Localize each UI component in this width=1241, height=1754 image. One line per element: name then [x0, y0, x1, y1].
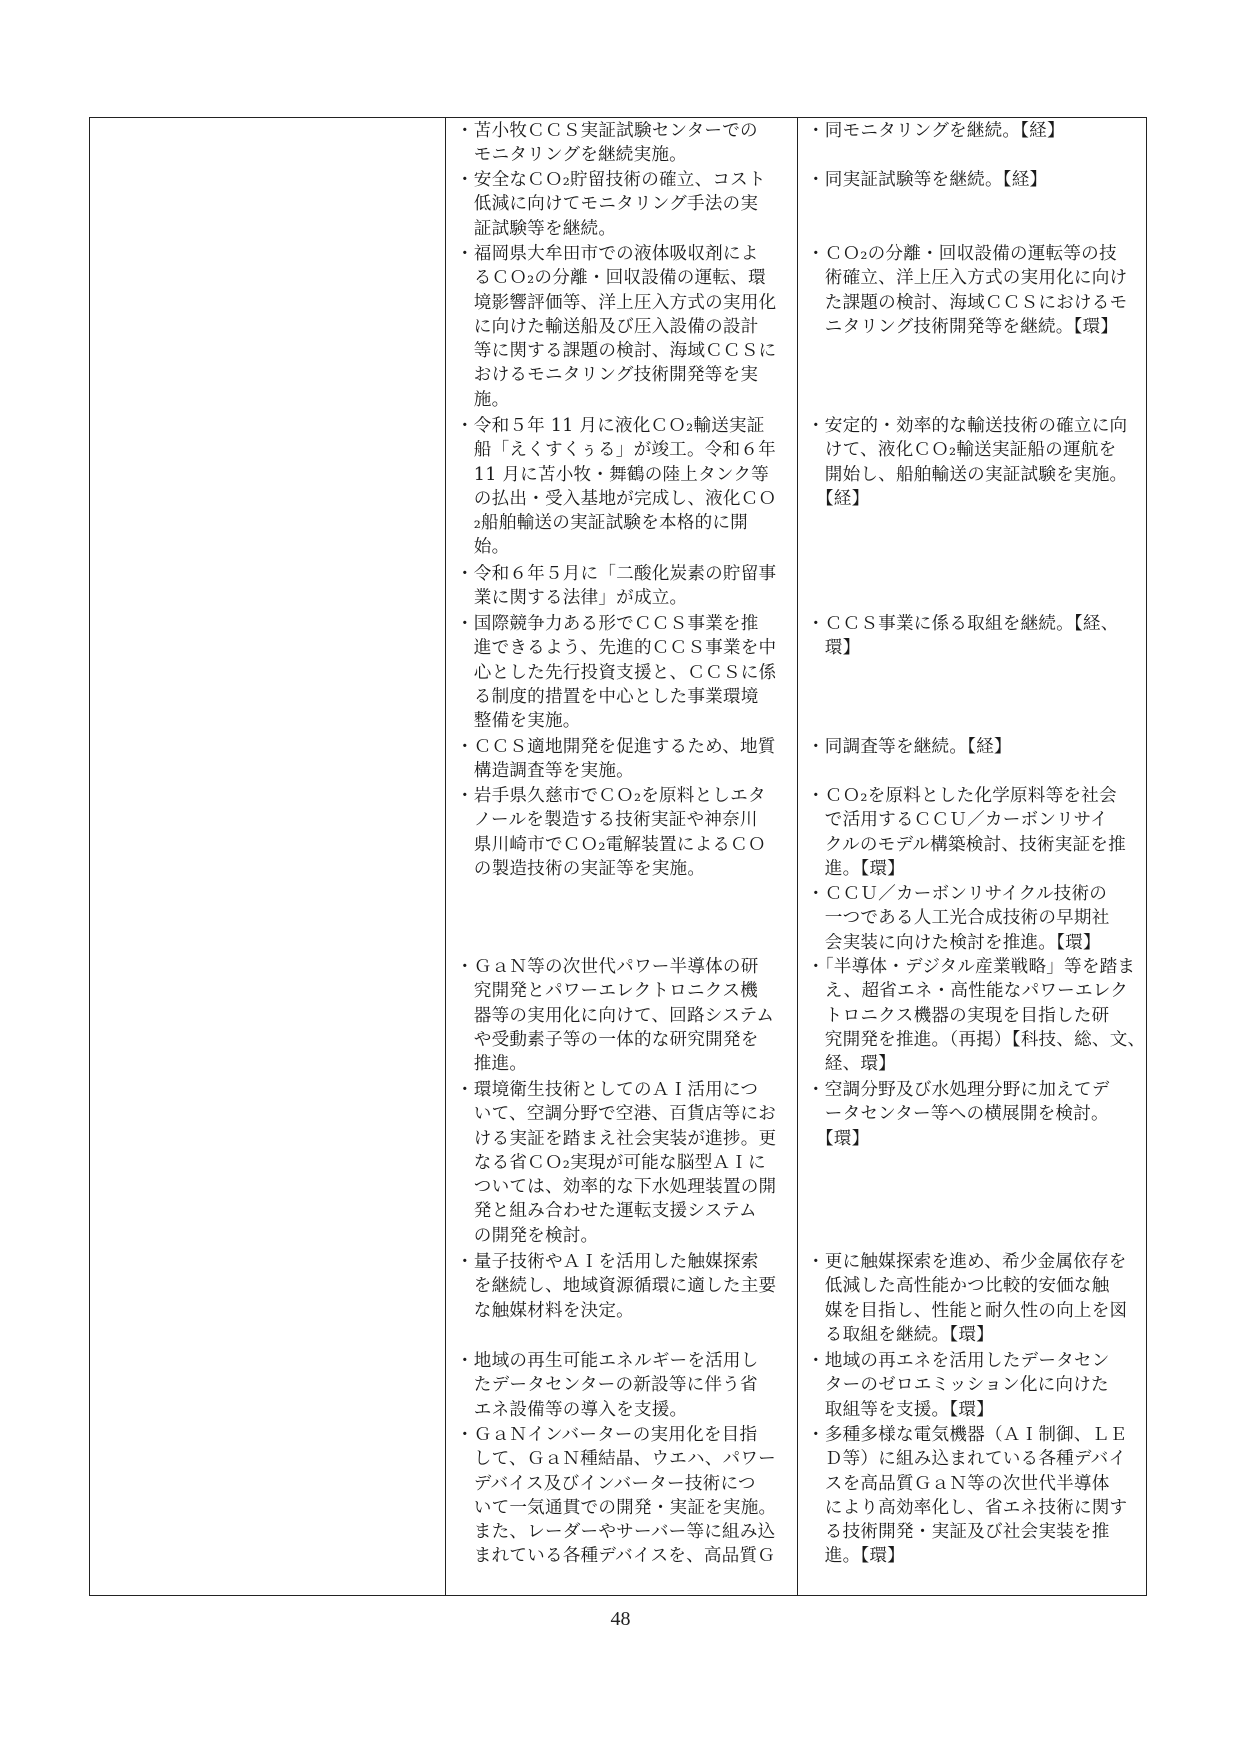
middle-item-2: ・安全なＣＯ₂貯留技術の確立、コスト 低減に向けてモニタリング手法の実 証試験等を継続。 — [456, 170, 766, 239]
column-divider-left — [445, 118, 446, 1595]
middle-item-6: ・国際競争力ある形でＣＣＳ事業を推 進できるよう、先進的ＣＣＳ事業を中 心とした先行投資支援と、ＣＣＳに係 る制度的措置を中心とした事業環境 整備を実施。 — [456, 614, 777, 732]
right-item-5: ・ＣＣＳ事業に係る取組を継続。【経、 環】 — [807, 614, 1119, 659]
right-item-2: ・同実証試験等を継続。【経】 — [807, 170, 1048, 190]
middle-item-9: ・ＧａＮ等の次世代パワー半導体の研 究開発とパワーエレクトロニクス機 器等の実用化に向けて、回路システム や受動素子等の一体的な研究開発を 推進。 — [456, 957, 775, 1075]
middle-item-13: ・ＧａＮインバーターの実用化を目指 して、ＧａＮ種結晶、ウエハ、パワー デバイス及びインバーター技術につ いて一気通貫での開発・実証を実施。 また、レーダーやサーバー等に組み込 まれている各種デバイスを、高品質Ｇ — [456, 1425, 777, 1567]
middle-item-1: ・苫小牧ＣＣＳ実証試験センターでの モニタリングを継続実施。 — [456, 121, 758, 166]
middle-item-4: ・令和５年 11 月に液化ＣＯ₂輸送実証 船「えくすくぅる」が竣工。令和６年 11 月に苫小牧・舞鶴の陸上タンク等 の払出・受入基地が完成し、液化ＣＯ ₂船舶輸送の実証試験を本格的に開 始。 — [456, 416, 777, 558]
middle-item-3: ・福岡県大牟田市での液体吸収剤によ るＣＯ₂の分離・回収設備の運転、環 境影響評価等、洋上圧入方式の実用化 に向けた輸送船及び圧入設備の設計 等に関する課題の検討、海域ＣＣＳに おけるモニタリング技術開発等を実 施。 — [456, 244, 777, 410]
right-item-12: ・地域の再エネを活用したデータセン ターのゼロエミッション化に向けた 取組等を支援。【環】 — [807, 1351, 1110, 1420]
right-item-8: ・ＣＣＵ／カーボンリサイクル技術の 一つである人工光合成技術の早期社 会実装に向けた検討を推進。【環】 — [807, 884, 1110, 953]
middle-item-10: ・環境衛生技術としてのＡＩ活用につ いて、空調分野で空港、百貨店等にお ける実証を踏まえ社会実装が進捗。更 なる省ＣＯ₂実現が可能な脳型ＡＩに ついては、効率的な下水処理装置の開 発と組み合わせた運転支援システム の開発を検討。 — [456, 1080, 777, 1246]
right-item-13: ・多種多様な電気機器（ＡＩ制御、ＬＥ Ｄ等）に組み込まれている各種デバイ スを高品質ＧａＮ等の次世代半導体 により高効率化し、省エネ技術に関す る技術開発・実証及び社会実装を推 進。【環】 — [807, 1425, 1128, 1567]
right-item-11: ・更に触媒探索を進め、希少金属依存を 低減した高性能かつ比較的安価な触 媒を目指し、性能と耐久性の向上を図 る取組を継続。【環】 — [807, 1252, 1128, 1345]
right-item-1: ・同モニタリングを継続。【経】 — [807, 121, 1065, 141]
right-item-10: ・空調分野及び水処理分野に加えてデ ータセンター等への横展開を検討。 【環】 — [807, 1080, 1110, 1149]
right-item-4: ・安定的・効率的な輸送技術の確立に向 けて、液化ＣＯ₂輸送実証船の運航を 開始し、船舶輸送の実証試験を実施。 【経】 — [807, 416, 1128, 509]
right-item-7: ・ＣＯ₂を原料とした化学原料等を社会 で活用するＣＣＵ／カーボンリサイ クルのモデル構築検討、技術実証を推 進。【環】 — [807, 786, 1126, 879]
middle-item-8: ・岩手県久慈市でＣＯ₂を原料としエタ ノールを製造する技術実証や神奈川 県川崎市でＣＯ₂電解装置によるＣＯ の製造技術の実証等を実施。 — [456, 786, 766, 879]
right-item-9: ・「半導体・デジタル産業戦略」等を踏ま え、超省エネ・高性能なパワーエレク トロニクス機器の実現を目指した研 究開発を推進。（再掲）【科技、総、文、 経、環】 — [807, 957, 1146, 1075]
right-item-3: ・ＣＯ₂の分離・回収設備の運転等の技 術確立、洋上圧入方式の実用化に向け た課題の検討、海域ＣＣＳにおけるモ ニタリング技術開発等を継続。【環】 — [807, 244, 1128, 337]
middle-item-7: ・ＣＣＳ適地開発を促進するため、地質 構造調査等を実施。 — [456, 737, 776, 782]
page-number: 48 — [610, 1608, 631, 1630]
middle-item-11: ・量子技術やＡＩを活用した触媒探索 を継続し、地域資源循環に適した主要 な触媒材料を決定。 — [456, 1252, 777, 1321]
middle-item-12: ・地域の再生可能エネルギーを活用し たデータセンターの新設等に伴う省 エネ設備等の導入を支援。 — [456, 1351, 759, 1420]
right-item-6: ・同調査等を継続。【経】 — [807, 737, 1012, 757]
middle-item-5: ・令和６年５月に「二酸化炭素の貯留事 業に関する法律」が成立。 — [456, 564, 777, 609]
column-divider-right — [797, 118, 798, 1595]
